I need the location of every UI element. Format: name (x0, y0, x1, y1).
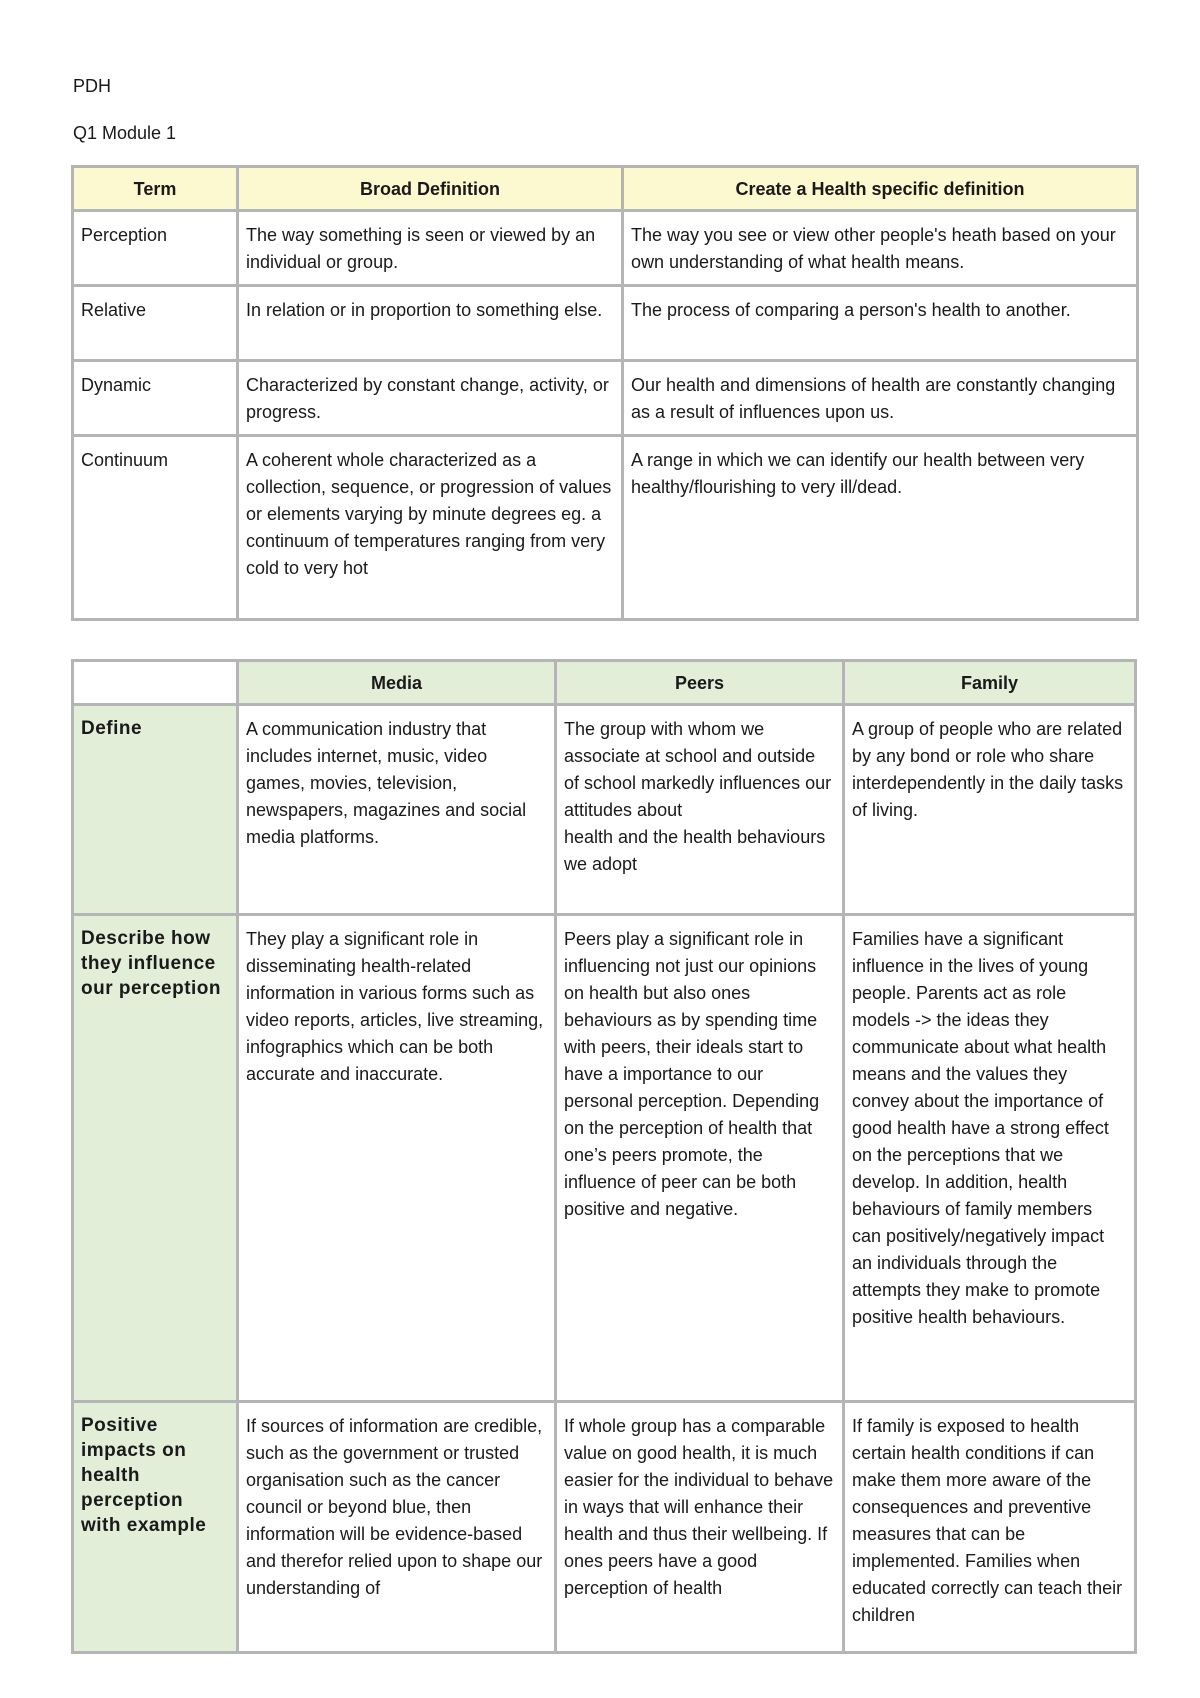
table-row-define (73, 705, 1136, 915)
peers-cell: Peers play a significant role in influencing not just our opinions on health but also ones behaviours as by spending time with peers, their ideals start to have a importance to our personal perception. Depending on the perception of health that one’s peers promote, the influence of peer can be both positive and negative. (556, 915, 844, 1402)
header-term: Term (73, 167, 238, 211)
media-cell: If sources of information are credible, such as the government or trusted organisation such as the cancer council or beyond blue, then information will be evidence-based and therefor relied upon to shape our understanding of (238, 1402, 556, 1653)
table-header-row (73, 167, 1138, 211)
term-cell: Relative (73, 286, 238, 361)
table-row-continuum (73, 436, 1138, 620)
family-cell: Families have a significant influence in the lives of young people. Parents act as role models -> the ideas they communicate about what health means and the values they convey about the importance of good health have a strong effect on the perceptions that we develop. In addition, health behaviours of family members can positively/negatively impact an individuals through the attempts they make to promote positive health behaviours. (844, 915, 1136, 1402)
row-label: Positive impacts on health perception with example (73, 1402, 238, 1653)
header-health-definition: Create a Health specific definition (623, 167, 1138, 211)
row-label: Define (73, 705, 238, 915)
family-cell: If family is exposed to health certain health conditions if can make them more aware of the consequences and preventive measures that can be implemented. Families when educated correctly can teach their children (844, 1402, 1136, 1653)
term-cell: Dynamic (73, 361, 238, 436)
media-cell: A communication industry that includes internet, music, video games, movies, television, newspapers, magazines and social media platforms. (238, 705, 556, 915)
broad-definition-cell: The way something is seen or viewed by an individual or group. (238, 211, 623, 286)
health-definition-cell: The way you see or view other people's heath based on your own understanding of what health means. (623, 211, 1138, 286)
term-cell: Perception (73, 211, 238, 286)
header-broad-definition: Broad Definition (238, 167, 623, 211)
table-header-row (73, 661, 1136, 705)
document-module-title: Q1 Module 1 (73, 123, 177, 143)
table-row-perception (73, 211, 1138, 286)
table-row-positive-impacts (73, 1402, 1136, 1653)
peers-cell: The group with whom we associate at school and outside of school markedly influences our attitudes about health and the health behaviours we adopt (556, 705, 844, 915)
header-peers: Peers (556, 661, 844, 705)
terms-definitions-table (71, 165, 1139, 621)
family-cell: A group of people who are related by any bond or role who share interdependently in the daily tasks of living. (844, 705, 1136, 915)
term-cell: Continuum (73, 436, 238, 620)
broad-definition-cell: Characterized by constant change, activity, or progress. (238, 361, 623, 436)
influences-table (71, 659, 1137, 1654)
header-family: Family (844, 661, 1136, 705)
health-definition-cell: Our health and dimensions of health are constantly changing as a result of influences upon us. (623, 361, 1138, 436)
health-definition-cell: A range in which we can identify our health between very healthy/flourishing to very ill/dead. (623, 436, 1138, 620)
media-cell: They play a significant role in disseminating health-related information in various forms such as video reports, articles, live streaming, infographics which can be both accurate and inaccurate. (238, 915, 556, 1402)
header-media: Media (238, 661, 556, 705)
health-definition-cell: The process of comparing a person's health to another. (623, 286, 1138, 361)
table-row-relative (73, 286, 1138, 361)
broad-definition-cell: In relation or in proportion to something else. (238, 286, 623, 361)
header-blank (73, 661, 238, 705)
peers-cell: If whole group has a comparable value on good health, it is much easier for the individual to behave in ways that will enhance their health and thus their wellbeing. If ones peers have a good perception of health (556, 1402, 844, 1653)
document-subject: PDH (73, 76, 112, 96)
row-label: Describe how they influence our perception (73, 915, 238, 1402)
table-row-influence (73, 915, 1136, 1402)
table-row-dynamic (73, 361, 1138, 436)
broad-definition-cell: A coherent whole characterized as a collection, sequence, or progression of values or elements varying by minute degrees eg. a continuum of temperatures ranging from very cold to very hot (238, 436, 623, 620)
